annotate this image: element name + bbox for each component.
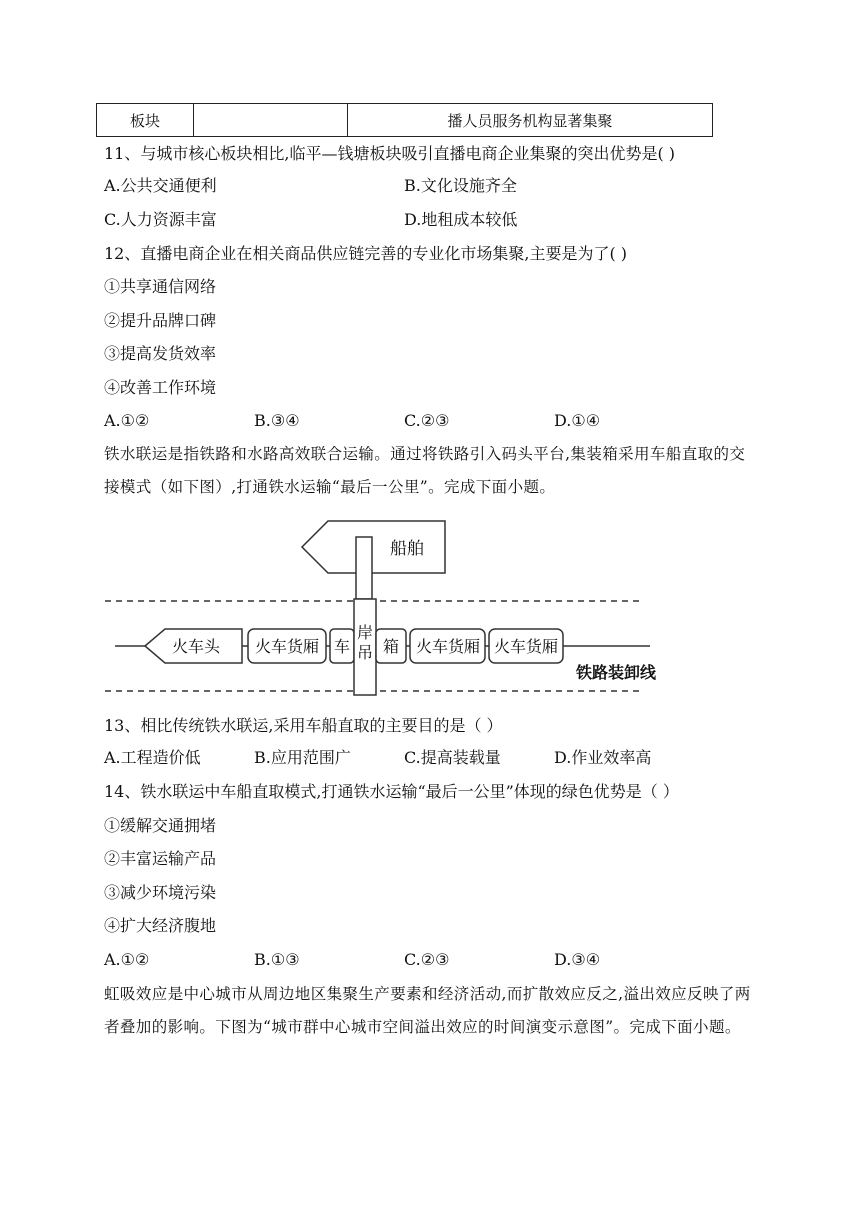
question-14-stem: 14、铁水联运中车船直取模式,打通铁水运输“最后一公里”体现的绿色优势是（ ） [104,782,679,801]
q11-option-a: A.公共交通便利 [104,176,217,195]
wagon-1-label: 火车货厢 [254,637,320,656]
q12-item-1: ①共享通信网络 [104,277,217,296]
rail-water-diagram [100,510,680,700]
q13-option-d: D.作业效率高 [554,748,652,767]
table-cell [194,104,348,137]
wagon-3-label: 火车货厢 [493,637,559,656]
question-12-stem: 12、直播电商企业在相关商品供应链完善的专业化市场集聚,主要是为了( ) [104,244,628,263]
q14-option-d: D.③④ [554,950,601,969]
q13-option-a: A.工程造价低 [104,748,201,767]
table-cell: 板块 [97,104,194,137]
q14-item-4: ④扩大经济腹地 [104,916,217,935]
intro-spillover-effect: 虹吸效应是中心城市从周边地区集聚生产要素和经济活动,而扩散效应反之,溢出效应反映了两者叠加的影响。下图为“城市群中心城市空间溢出效应的时间演变示意图”。完成下面小题。 [104,985,751,1036]
wagon-2-label: 火车货厢 [415,637,481,656]
q14-option-a: A.①② [104,950,150,969]
q12-option-a: A.①② [104,411,150,430]
table-fragment [96,103,713,137]
q14-option-c: C.②③ [404,950,450,969]
q12-item-3: ③提高发货效率 [104,344,217,363]
q14-item-3: ③减少环境污染 [104,883,217,902]
locomotive-label: 火车头 [171,637,221,656]
ship-label: 船舶 [390,539,424,559]
q11-option-b: B.文化设施齐全 [404,176,517,195]
rail-line-label: 铁路装卸线 [576,663,657,682]
q14-item-2: ②丰富运输产品 [104,849,217,868]
q12-item-2: ②提升品牌口碑 [104,311,217,330]
intro-rail-water: 铁水联运是指铁路和水路高效联合运输。通过将铁路引入码头平台,集装箱采用车船直取的交接模式（如下图）,打通铁水运输“最后一公里”。完成下面小题。 [104,445,746,496]
crane-label-bottom: 吊 [356,643,374,662]
q12-option-c: C.②③ [404,411,450,430]
table-cell: 播人员服务机构显著集聚 [348,104,713,137]
q12-item-4: ④改善工作环境 [104,378,217,397]
q13-option-b: B.应用范围广 [254,748,351,767]
car-label: 车 [333,637,351,656]
table-row [97,104,713,137]
question-13-stem: 13、相比传统铁水联运,采用车船直取的主要目的是（ ） [104,716,503,735]
question-11-stem: 11、与城市核心板块相比,临平—钱塘板块吸引直播电商企业集聚的突出优势是( ) [104,144,676,163]
q14-option-b: B.①③ [254,950,300,969]
container-label: 箱 [382,637,400,656]
q14-item-1: ①缓解交通拥堵 [104,816,217,835]
q11-option-c: C.人力资源丰富 [104,210,217,229]
q12-option-d: D.①④ [554,411,601,430]
q12-option-b: B.③④ [254,411,300,430]
q11-option-d: D.地租成本较低 [404,210,518,229]
q13-option-c: C.提高装载量 [404,748,501,767]
crane-label-top: 岸 [356,623,374,642]
crane-mast [356,537,372,599]
